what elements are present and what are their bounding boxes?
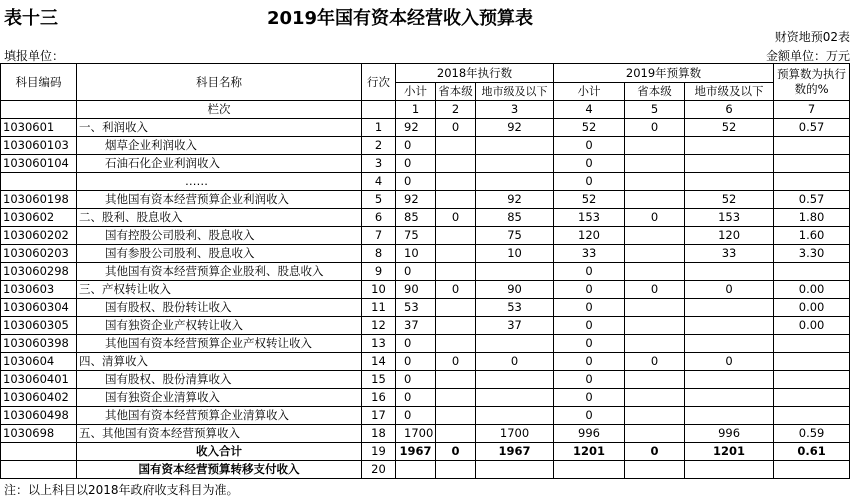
cell-value	[625, 407, 685, 425]
cell-value	[476, 137, 554, 155]
cell-value	[625, 137, 685, 155]
cell-row-no: 16	[362, 389, 396, 407]
cell-value: 10	[476, 245, 554, 263]
column-index-number: 6	[685, 101, 774, 119]
cell-value	[476, 335, 554, 353]
cell-value: 996	[685, 425, 774, 443]
header-province-2019: 省本级	[625, 83, 685, 101]
cell-value	[774, 461, 850, 479]
cell-value	[774, 263, 850, 281]
cell-value	[774, 371, 850, 389]
header-budget-2019: 2019年预算数	[554, 64, 774, 83]
cell-value: 0	[554, 263, 625, 281]
cell-value: 1967	[476, 443, 554, 461]
cell-value: 0	[436, 209, 476, 227]
cell-value: 10	[396, 245, 436, 263]
cell-value	[436, 299, 476, 317]
cell-value	[476, 389, 554, 407]
cell-value	[436, 227, 476, 245]
column-index-blank	[362, 101, 396, 119]
cell-value: 0	[554, 371, 625, 389]
cell-value: 0	[476, 353, 554, 371]
cell-value: 0.00	[774, 317, 850, 335]
cell-row-no: 3	[362, 155, 396, 173]
cell-value: 153	[685, 209, 774, 227]
table-row	[1, 191, 850, 209]
cell-value	[476, 155, 554, 173]
cell-name: 收入合计	[77, 443, 362, 461]
table-row	[1, 389, 850, 407]
cell-value	[625, 389, 685, 407]
footnote: 注：以上科目以2018年政府收支科目为准。	[4, 483, 239, 497]
cell-value: 0	[554, 137, 625, 155]
header-exec-2018: 2018年执行数	[396, 64, 554, 83]
cell-name: 国有独资企业清算收入	[77, 389, 362, 407]
cell-value	[436, 389, 476, 407]
cell-value	[554, 461, 625, 479]
cell-value: 33	[554, 245, 625, 263]
cell-value	[625, 191, 685, 209]
cell-row-no: 13	[362, 335, 396, 353]
cell-value: 75	[476, 227, 554, 245]
cell-value: 53	[476, 299, 554, 317]
cell-value: 0	[554, 155, 625, 173]
cell-value	[476, 173, 554, 191]
cell-code: 103060304	[1, 299, 77, 317]
cell-value: 3.30	[774, 245, 850, 263]
cell-value	[625, 299, 685, 317]
cell-value: 0	[396, 335, 436, 353]
cell-value	[774, 173, 850, 191]
table-row	[1, 281, 850, 299]
cell-code: 103060305	[1, 317, 77, 335]
cell-name: 其他国有资本经营预算企业股利、股息收入	[77, 263, 362, 281]
header-code: 科目编码	[1, 64, 77, 101]
cell-code: 1030604	[1, 353, 77, 371]
cell-name: 其他国有资本经营预算企业清算收入	[77, 407, 362, 425]
cell-name: 国有资本经营预算转移支付收入	[77, 461, 362, 479]
cell-value	[774, 353, 850, 371]
cell-value	[436, 137, 476, 155]
cell-code: 103060104	[1, 155, 77, 173]
header-name: 科目名称	[77, 64, 362, 101]
cell-value: 0	[396, 155, 436, 173]
cell-name: 五、其他国有资本经营预算收入	[77, 425, 362, 443]
cell-value: 0	[625, 281, 685, 299]
table-row	[1, 263, 850, 281]
cell-row-no: 7	[362, 227, 396, 245]
cell-value: 0	[436, 443, 476, 461]
cell-value: 0	[396, 353, 436, 371]
cell-value	[625, 317, 685, 335]
cell-value	[685, 335, 774, 353]
cell-value: 90	[396, 281, 436, 299]
cell-code: 103060498	[1, 407, 77, 425]
cell-value: 52	[554, 191, 625, 209]
cell-value	[436, 425, 476, 443]
cell-value	[625, 425, 685, 443]
cell-value: 92	[396, 119, 436, 137]
header-city-2019: 地市级及以下	[685, 83, 774, 101]
column-index-number: 2	[436, 101, 476, 119]
cell-value	[476, 461, 554, 479]
column-index-number: 5	[625, 101, 685, 119]
cell-name: 烟草企业利润收入	[77, 137, 362, 155]
table-row	[1, 227, 850, 245]
amount-unit-label: 金额单位：万元	[765, 49, 850, 63]
cell-value: 0	[554, 389, 625, 407]
table-row	[1, 209, 850, 227]
cell-value	[685, 461, 774, 479]
cell-value: 52	[685, 119, 774, 137]
header-subtotal-2018: 小计	[396, 83, 436, 101]
cell-row-no: 1	[362, 119, 396, 137]
cell-value: 0	[436, 119, 476, 137]
table-number: 表十三	[4, 8, 58, 29]
cell-code: 103060203	[1, 245, 77, 263]
cell-value: 0	[396, 137, 436, 155]
cell-value	[625, 173, 685, 191]
cell-value	[685, 299, 774, 317]
cell-name: 国有参股公司股利、股息收入	[77, 245, 362, 263]
table-row	[1, 371, 850, 389]
cell-name: 国有股权、股份清算收入	[77, 371, 362, 389]
cell-row-no: 2	[362, 137, 396, 155]
cell-row-no: 18	[362, 425, 396, 443]
cell-value: 0	[554, 335, 625, 353]
cell-name: 石油石化企业利润收入	[77, 155, 362, 173]
header-row-1	[1, 64, 850, 83]
cell-name: 国有控股公司股利、股息收入	[77, 227, 362, 245]
cell-name: 国有独资企业产权转让收入	[77, 317, 362, 335]
cell-value	[396, 461, 436, 479]
column-index-number: 4	[554, 101, 625, 119]
cell-value	[476, 407, 554, 425]
cell-value: 120	[685, 227, 774, 245]
header-ratio: 预算数为执行数的%	[774, 64, 850, 101]
table-row	[1, 317, 850, 335]
cell-value: 0	[554, 407, 625, 425]
cell-value: 53	[396, 299, 436, 317]
cell-value	[436, 335, 476, 353]
cell-code: 103060401	[1, 371, 77, 389]
cell-value: 0.61	[774, 443, 850, 461]
form-code: 财资地预02表	[774, 30, 850, 44]
cell-row-no: 8	[362, 245, 396, 263]
cell-value: 1967	[396, 443, 436, 461]
table-row	[1, 425, 850, 443]
cell-code: 103060103	[1, 137, 77, 155]
cell-code: 103060398	[1, 335, 77, 353]
cell-value	[685, 371, 774, 389]
cell-value	[436, 317, 476, 335]
cell-row-no: 20	[362, 461, 396, 479]
cell-value: 0	[625, 119, 685, 137]
cell-value	[436, 245, 476, 263]
cell-value	[685, 263, 774, 281]
table-row	[1, 299, 850, 317]
cell-value	[436, 173, 476, 191]
cell-row-no: 11	[362, 299, 396, 317]
cell-value	[625, 461, 685, 479]
cell-value: 37	[476, 317, 554, 335]
cell-code: 1030601	[1, 119, 77, 137]
column-index-label: 栏次	[77, 101, 362, 119]
cell-value	[685, 137, 774, 155]
cell-value: 0	[554, 353, 625, 371]
cell-name: 一、利润收入	[77, 119, 362, 137]
cell-row-no: 9	[362, 263, 396, 281]
cell-value	[625, 155, 685, 173]
cell-value: 92	[476, 191, 554, 209]
cell-value: 996	[554, 425, 625, 443]
column-index-number: 7	[774, 101, 850, 119]
cell-value: 0	[554, 281, 625, 299]
cell-row-no: 17	[362, 407, 396, 425]
cell-value	[685, 407, 774, 425]
cell-row-no: 5	[362, 191, 396, 209]
cell-value	[625, 371, 685, 389]
cell-name: 四、清算收入	[77, 353, 362, 371]
cell-row-no: 12	[362, 317, 396, 335]
cell-value: 33	[685, 245, 774, 263]
cell-code: 1030603	[1, 281, 77, 299]
cell-value	[625, 263, 685, 281]
table-body	[1, 119, 850, 479]
cell-value: 1201	[685, 443, 774, 461]
cell-name: 其他国有资本经营预算企业利润收入	[77, 191, 362, 209]
cell-value: 0	[554, 299, 625, 317]
cell-value	[625, 335, 685, 353]
column-index-blank	[1, 101, 77, 119]
cell-value: 0	[396, 407, 436, 425]
cell-value: 37	[396, 317, 436, 335]
cell-row-no: 15	[362, 371, 396, 389]
cell-code: 1030698	[1, 425, 77, 443]
header-city-2018: 地市级及以下	[476, 83, 554, 101]
column-index-row	[1, 101, 850, 119]
cell-value: 0	[625, 209, 685, 227]
cell-value: 1700	[396, 425, 436, 443]
cell-value	[685, 317, 774, 335]
cell-value: 1201	[554, 443, 625, 461]
cell-value	[774, 407, 850, 425]
cell-name: 国有股权、股份转让收入	[77, 299, 362, 317]
cell-row-no: 4	[362, 173, 396, 191]
cell-value: 85	[396, 209, 436, 227]
table-row	[1, 119, 850, 137]
cell-code: 103060202	[1, 227, 77, 245]
column-index-number: 1	[396, 101, 436, 119]
cell-value: 0	[436, 353, 476, 371]
cell-code: 103060402	[1, 389, 77, 407]
table-row	[1, 461, 850, 479]
cell-code: 103060198	[1, 191, 77, 209]
table-row	[1, 245, 850, 263]
cell-name: 其他国有资本经营预算企业产权转让收入	[77, 335, 362, 353]
cell-value: 0	[436, 281, 476, 299]
cell-value	[476, 371, 554, 389]
cell-value: 1.60	[774, 227, 850, 245]
cell-value	[436, 155, 476, 173]
table-row	[1, 335, 850, 353]
table-row	[1, 155, 850, 173]
table-row	[1, 173, 850, 191]
budget-table	[0, 63, 850, 479]
cell-row-no: 6	[362, 209, 396, 227]
cell-value: 0	[396, 173, 436, 191]
cell-value	[774, 137, 850, 155]
cell-code	[1, 173, 77, 191]
cell-value: 0	[396, 263, 436, 281]
cell-value: 0	[396, 371, 436, 389]
cell-value: 120	[554, 227, 625, 245]
cell-value: 0.00	[774, 299, 850, 317]
table-row	[1, 443, 850, 461]
cell-value: 85	[476, 209, 554, 227]
cell-value: 0	[685, 353, 774, 371]
cell-name: 二、股利、股息收入	[77, 209, 362, 227]
table-row	[1, 137, 850, 155]
cell-value	[685, 389, 774, 407]
header-subtotal-2019: 小计	[554, 83, 625, 101]
cell-value	[774, 335, 850, 353]
cell-name: ……	[77, 173, 362, 191]
cell-value	[625, 245, 685, 263]
table-row	[1, 407, 850, 425]
cell-value: 0	[554, 173, 625, 191]
cell-row-no: 14	[362, 353, 396, 371]
cell-code: 103060298	[1, 263, 77, 281]
cell-value: 153	[554, 209, 625, 227]
cell-value	[436, 461, 476, 479]
cell-value	[436, 191, 476, 209]
fill-unit-label: 填报单位：	[4, 49, 65, 63]
cell-value: 52	[554, 119, 625, 137]
cell-value: 0.57	[774, 119, 850, 137]
cell-value: 52	[685, 191, 774, 209]
cell-value: 0	[685, 281, 774, 299]
cell-value: 0.00	[774, 281, 850, 299]
cell-value: 0	[396, 389, 436, 407]
header-province-2018: 省本级	[436, 83, 476, 101]
cell-value: 0	[625, 353, 685, 371]
cell-value: 92	[396, 191, 436, 209]
cell-value	[625, 227, 685, 245]
cell-code: 1030602	[1, 209, 77, 227]
cell-value: 0	[625, 443, 685, 461]
table-row	[1, 353, 850, 371]
cell-code	[1, 443, 77, 461]
cell-value: 0	[554, 317, 625, 335]
cell-value	[476, 263, 554, 281]
cell-value: 90	[476, 281, 554, 299]
cell-value: 1700	[476, 425, 554, 443]
cell-value: 0.57	[774, 191, 850, 209]
cell-value	[685, 173, 774, 191]
cell-value: 92	[476, 119, 554, 137]
cell-value	[436, 371, 476, 389]
cell-value	[774, 155, 850, 173]
cell-value	[436, 407, 476, 425]
cell-value	[685, 155, 774, 173]
cell-value: 1.80	[774, 209, 850, 227]
cell-row-no: 19	[362, 443, 396, 461]
cell-name: 三、产权转让收入	[77, 281, 362, 299]
cell-code	[1, 461, 77, 479]
column-index-number: 3	[476, 101, 554, 119]
page-title: 2019年国有资本经营收入预算表	[266, 8, 534, 29]
cell-value: 75	[396, 227, 436, 245]
header-row-no: 行次	[362, 64, 396, 101]
cell-value: 0.59	[774, 425, 850, 443]
cell-value	[436, 263, 476, 281]
cell-value	[774, 389, 850, 407]
cell-row-no: 10	[362, 281, 396, 299]
